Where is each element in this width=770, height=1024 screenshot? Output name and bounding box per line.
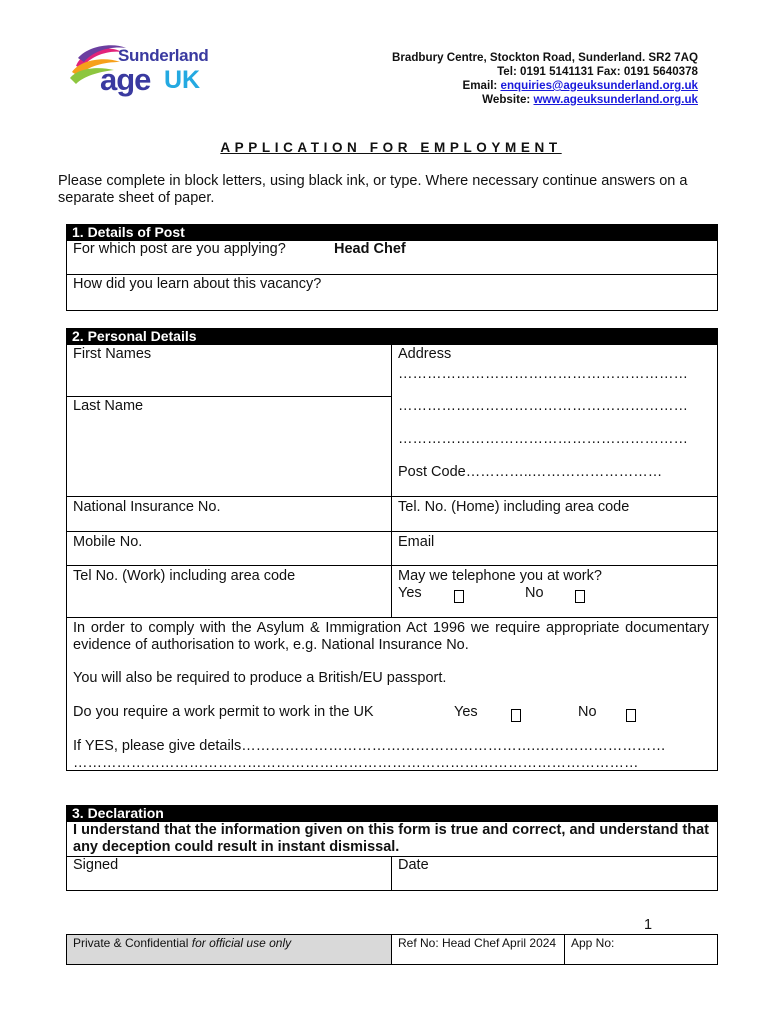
logo-sunderland-text: Sunderland [118, 46, 209, 65]
address-line: Bradbury Centre, Stockton Road, Sunderland. SR2 7AQ [392, 51, 698, 64]
age-uk-logo [68, 40, 248, 98]
work-phone-no-label: No [525, 585, 544, 601]
logo-age-text: age [100, 62, 151, 97]
ni-label: National Insurance No. [73, 499, 221, 515]
may-telephone-label: May we telephone you at work? [398, 568, 602, 584]
page-number: 1 [644, 917, 653, 933]
address-line-3[interactable]: …………………………………………………… [398, 431, 688, 447]
declaration-text: I understand that the information given on this form is true and correct, and understand that any deception could result in instant dismissal. [73, 822, 709, 855]
work-phone-no-checkbox[interactable] [575, 588, 585, 606]
work-phone-yes-checkbox[interactable] [454, 588, 464, 606]
permit-yes-checkbox[interactable] [511, 707, 521, 725]
address-label: Address [398, 346, 452, 362]
permit-question: Do you require a work permit to work in the UK [73, 704, 374, 720]
tel-home-label: Tel. No. (Home) including area code [398, 499, 630, 515]
website-line: Website: www.ageuksunderland.org.uk [482, 93, 698, 106]
asylum-text: In order to comply with the Asylum & Immigration Act 1996 we require appropriate documentary evidence of authorisation to work, e.g. National Insurance No. [73, 620, 709, 653]
email-link[interactable]: enquiries@ageuksunderland.org.uk [500, 79, 698, 92]
work-phone-yes-label: Yes [398, 585, 422, 601]
details-continuation[interactable]: ……………………………………………………………………………………………………… [73, 755, 639, 771]
permit-no-label: No [578, 704, 597, 720]
tel-work-label: Tel No. (Work) including area code [73, 568, 296, 584]
app-number-label: App No: [571, 936, 615, 950]
section-3-heading: 3. Declaration [66, 805, 718, 822]
section-1-heading: 1. Details of Post [66, 224, 718, 241]
organisation-address [392, 51, 698, 107]
email-label: Email [398, 534, 435, 550]
address-line-1[interactable]: …………………………………………………… [398, 366, 688, 382]
section-2-heading: 2. Personal Details [66, 328, 718, 345]
mobile-label: Mobile No. [73, 534, 143, 550]
email-line: Email: enquiries@ageuksunderland.org.uk [462, 79, 698, 92]
date-label: Date [398, 857, 429, 873]
logo-uk-text: UK [164, 66, 201, 94]
post-value[interactable]: Head Chef [334, 241, 406, 257]
signed-label: Signed [73, 857, 119, 873]
passport-text: You will also be required to produce a British/EU passport. [73, 670, 447, 686]
website-link[interactable]: www.ageuksunderland.org.uk [533, 93, 698, 106]
confidential-label: Private & Confidential for official use only [73, 936, 292, 950]
page-title: APPLICATION FOR EMPLOYMENT [220, 140, 562, 155]
phone-line: Tel: 0191 5141131 Fax: 0191 5640378 [497, 65, 698, 78]
details-field[interactable]: If YES, please give details…………………………………………………….……………………… [73, 738, 666, 754]
intro-text: Please complete in block letters, using black ink, or type. Where necessary continue answers on a separate sheet of paper. [58, 173, 688, 206]
permit-yes-label: Yes [454, 704, 478, 720]
vacancy-question: How did you learn about this vacancy? [73, 276, 322, 292]
ref-number: Ref No: Head Chef April 2024 [398, 936, 557, 950]
permit-no-checkbox[interactable] [626, 707, 636, 725]
post-question: For which post are you applying? [73, 241, 286, 257]
first-names-label: First Names [73, 346, 152, 362]
postcode-field[interactable]: Post Code…………..……………………… [398, 464, 663, 480]
last-name-label: Last Name [73, 398, 144, 414]
address-line-2[interactable]: …………………………………………………… [398, 398, 688, 414]
